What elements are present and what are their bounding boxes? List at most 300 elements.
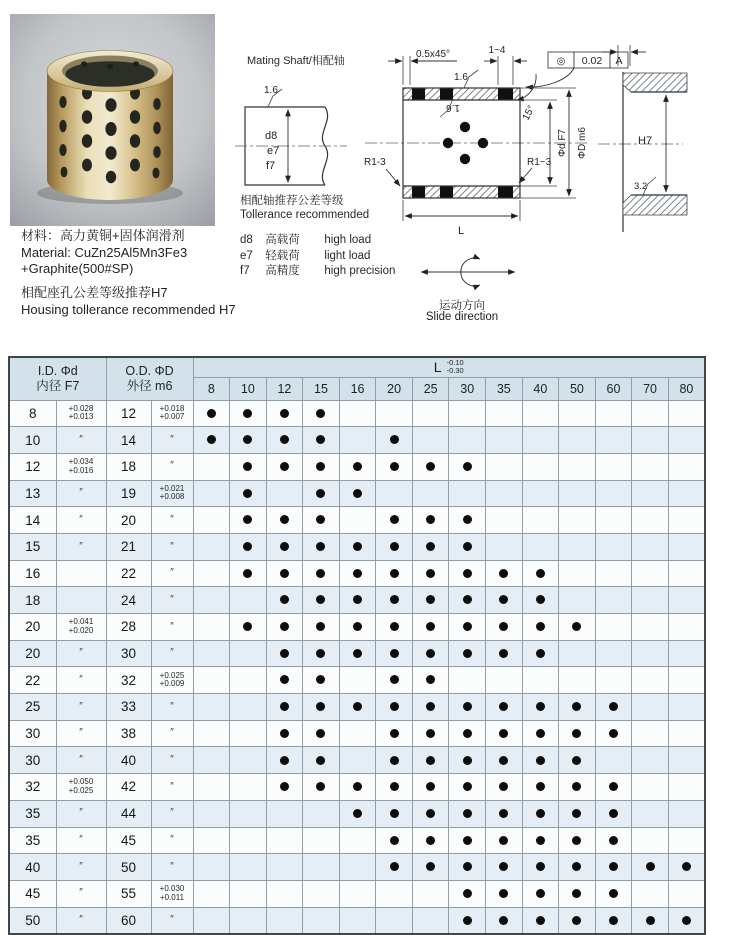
availability-dot: [426, 622, 435, 631]
l-cell: [668, 640, 705, 667]
od-header-en: O.D. ΦD: [125, 363, 174, 378]
l-cell: [266, 480, 303, 507]
availability-dot: [536, 649, 545, 658]
id-cell: 40: [9, 854, 56, 881]
availability-dot: [499, 809, 508, 818]
table-row: [9, 667, 705, 694]
l-cell: [339, 720, 376, 747]
l-cell: [632, 640, 669, 667]
l-cell: [376, 640, 413, 667]
table-row: [9, 880, 705, 907]
l-cell: [486, 480, 523, 507]
l-cell: [303, 427, 340, 454]
l-cell: [559, 667, 596, 694]
availability-dot: [280, 595, 289, 604]
l-cell: [303, 400, 340, 427]
availability-dot: [609, 862, 618, 871]
availability-dot: [243, 489, 252, 498]
table-row: [9, 854, 705, 881]
l-cell: [376, 614, 413, 641]
l-cell: [522, 533, 559, 560]
table-row: [9, 694, 705, 721]
l-cell: [266, 507, 303, 534]
l-col-header: 60: [595, 377, 632, 400]
l-cell: [266, 453, 303, 480]
l-cell: [449, 614, 486, 641]
l-cell: [266, 800, 303, 827]
l-cell: [412, 827, 449, 854]
l-cell: [193, 640, 230, 667]
id-cell: 8: [9, 400, 56, 427]
availability-dot: [536, 782, 545, 791]
table-row: [9, 533, 705, 560]
id-tol-cell: ″: [56, 854, 106, 881]
l-cell: [412, 640, 449, 667]
l-cell: [632, 560, 669, 587]
table-row: [9, 560, 705, 587]
l-cell: [376, 453, 413, 480]
l-cell: [595, 747, 632, 774]
shaft-drawing-title: Mating Shaft/相配轴: [247, 55, 345, 67]
l-cell: [412, 507, 449, 534]
l-cell: [193, 774, 230, 801]
l-cell: [303, 533, 340, 560]
l-cell: [230, 827, 267, 854]
id-tol-cell: ″: [56, 667, 106, 694]
l-cell: [632, 480, 669, 507]
l-cell: [303, 827, 340, 854]
od-tol-cell: ″: [151, 854, 193, 881]
grade-en: high precision: [324, 265, 396, 277]
l-cell: [522, 907, 559, 934]
table-row: [9, 747, 705, 774]
availability-dot: [646, 916, 655, 925]
id-cell: 16: [9, 560, 56, 587]
plug-depth-dim-label: 1~4: [488, 45, 506, 56]
availability-dot: [243, 515, 252, 524]
l-cell: [412, 694, 449, 721]
l-cell: [230, 587, 267, 614]
availability-dot: [463, 836, 472, 845]
id-cell: 35: [9, 800, 56, 827]
od-tol-cell: ″: [151, 720, 193, 747]
size-table: [8, 356, 706, 935]
l-cell: [266, 427, 303, 454]
l-cell: [303, 800, 340, 827]
id-tol-cell: ″: [56, 800, 106, 827]
grade-code: d8: [240, 234, 253, 246]
od-cell: 19: [106, 480, 151, 507]
l-cell: [632, 614, 669, 641]
plug-angle-label: 15°: [520, 103, 538, 123]
od-tol-cell: ″: [151, 533, 193, 560]
availability-dot: [536, 729, 545, 738]
availability-dot: [280, 756, 289, 765]
availability-dot: [609, 889, 618, 898]
availability-dot: [243, 622, 252, 631]
l-cell: [668, 880, 705, 907]
l-cell: [339, 800, 376, 827]
l-cell: [486, 614, 523, 641]
availability-dot: [243, 435, 252, 444]
material-text: [21, 228, 187, 278]
l-cell: [412, 907, 449, 934]
shaft-dim-f7: f7: [266, 160, 276, 172]
l-cell: [449, 587, 486, 614]
availability-dot: [463, 649, 472, 658]
l-cell: [412, 560, 449, 587]
availability-dot: [536, 836, 545, 845]
id-cell: 50: [9, 907, 56, 934]
l-cell: [668, 400, 705, 427]
l-cell: [595, 533, 632, 560]
table-row: [9, 453, 705, 480]
availability-dot: [390, 462, 399, 471]
material-line-en: Material: CuZn25Al5Mn3Fe3: [21, 244, 188, 260]
l-cell: [266, 560, 303, 587]
shaft-dim-e7: e7: [267, 145, 280, 157]
table-row: [9, 507, 705, 534]
l-cell: [632, 907, 669, 934]
l-col-header: 16: [339, 377, 376, 400]
l-cell: [412, 747, 449, 774]
availability-dot: [390, 569, 399, 578]
l-cell: [522, 427, 559, 454]
od-cell: 28: [106, 614, 151, 641]
availability-dot: [280, 702, 289, 711]
availability-dot: [463, 462, 472, 471]
availability-dot: [207, 409, 216, 418]
l-cell: [303, 560, 340, 587]
inner-finish-label-group: [440, 99, 460, 117]
id-tol-cell: ″: [56, 640, 106, 667]
l-cell: [668, 560, 705, 587]
availability-dot: [280, 675, 289, 684]
l-col-header: 8: [193, 377, 230, 400]
concentricity-icon: ◎: [556, 56, 566, 67]
availability-dot: [572, 729, 581, 738]
availability-dot: [463, 862, 472, 871]
availability-dot: [499, 622, 508, 631]
l-cell: [303, 480, 340, 507]
availability-dot: [390, 515, 399, 524]
l-cell: [266, 907, 303, 934]
l-cell: [559, 614, 596, 641]
l-cell: [559, 480, 596, 507]
availability-dot: [499, 649, 508, 658]
l-cell: [632, 667, 669, 694]
l-cell: [595, 427, 632, 454]
id-tol-cell: ″: [56, 907, 106, 934]
l-cell: [376, 827, 413, 854]
l-cell: [668, 720, 705, 747]
l-cell: [486, 747, 523, 774]
table-row: [9, 800, 705, 827]
shaft-tolerance-en: Tollerance recommended: [240, 209, 370, 221]
availability-dot: [316, 649, 325, 658]
availability-dot: [572, 889, 581, 898]
availability-dot: [646, 862, 655, 871]
availability-dot: [536, 569, 545, 578]
l-cell: [522, 720, 559, 747]
availability-dot: [316, 489, 325, 498]
l-cell: [412, 667, 449, 694]
id-cell: 30: [9, 747, 56, 774]
availability-dot: [353, 462, 362, 471]
availability-dot: [426, 649, 435, 658]
l-cell: [668, 774, 705, 801]
od-cell: 24: [106, 587, 151, 614]
availability-dot: [353, 595, 362, 604]
l-cell: [486, 907, 523, 934]
l-cell: [266, 400, 303, 427]
l-cell: [266, 720, 303, 747]
l-col-header: 35: [486, 377, 523, 400]
l-cell: [522, 453, 559, 480]
availability-dot: [609, 702, 618, 711]
id-cell: 15: [9, 533, 56, 560]
id-header-cn: 内径 F7: [36, 378, 80, 393]
id-tol-cell: ″: [56, 427, 106, 454]
availability-dot: [316, 515, 325, 524]
l-cell: [449, 667, 486, 694]
availability-dot: [499, 836, 508, 845]
l-cell: [632, 800, 669, 827]
l-cell: [486, 720, 523, 747]
l-cell: [595, 640, 632, 667]
id-tol-cell: +0.034 +0.016: [56, 453, 106, 480]
l-cell: [266, 640, 303, 667]
l-cell: [376, 427, 413, 454]
l-cell: [486, 507, 523, 534]
od-cell: 12: [106, 400, 151, 427]
od-cell: 42: [106, 774, 151, 801]
id-cell: 20: [9, 614, 56, 641]
l-cell: [449, 533, 486, 560]
od-tol-cell: +0.030 +0.011: [151, 880, 193, 907]
housing-line-en: Housing tollerance recommended H7: [21, 301, 236, 317]
id-cell: 13: [9, 480, 56, 507]
l-cell: [559, 533, 596, 560]
l-col-header: 15: [303, 377, 340, 400]
availability-dot: [499, 595, 508, 604]
l-cell: [486, 400, 523, 427]
l-cell: [193, 533, 230, 560]
l-cell: [449, 560, 486, 587]
availability-dot: [280, 542, 289, 551]
l-cell: [449, 880, 486, 907]
availability-dot: [463, 809, 472, 818]
l-cell: [193, 614, 230, 641]
l-cell: [193, 880, 230, 907]
availability-dot: [353, 489, 362, 498]
material-line-cn: 材料：高力黄铜+固体润滑剂: [21, 228, 185, 243]
availability-dot: [390, 622, 399, 631]
availability-dot: [243, 462, 252, 471]
l-cell: [522, 800, 559, 827]
availability-dot: [463, 595, 472, 604]
l-cell: [266, 747, 303, 774]
table-row: [9, 614, 705, 641]
l-cell: [230, 907, 267, 934]
id-tol-cell: ″: [56, 720, 106, 747]
availability-dot: [353, 649, 362, 658]
od-cell: 50: [106, 854, 151, 881]
availability-dot: [499, 916, 508, 925]
availability-dot: [609, 782, 618, 791]
l-cell: [595, 507, 632, 534]
table-row: [9, 427, 705, 454]
l-cell: [559, 907, 596, 934]
l-cell: [632, 507, 669, 534]
availability-dot: [536, 916, 545, 925]
l-cell: [486, 827, 523, 854]
availability-dot: [280, 462, 289, 471]
l-cell: [632, 587, 669, 614]
l-cell: [595, 453, 632, 480]
l-cell: [230, 800, 267, 827]
l-col-header: 30: [449, 377, 486, 400]
l-cell: [339, 694, 376, 721]
availability-dot: [316, 622, 325, 631]
availability-dot: [426, 542, 435, 551]
availability-dot: [280, 782, 289, 791]
l-cell: [559, 854, 596, 881]
l-cell: [486, 533, 523, 560]
id-cell: 14: [9, 507, 56, 534]
l-cell: [230, 640, 267, 667]
availability-dot: [280, 729, 289, 738]
l-cell: [339, 854, 376, 881]
l-cell: [668, 427, 705, 454]
l-cell: [412, 400, 449, 427]
availability-dot: [426, 862, 435, 871]
bore-dim-label: Φd F7: [557, 129, 568, 157]
id-tol-cell: ″: [56, 507, 106, 534]
l-cell: [230, 400, 267, 427]
shaft-finish-label: 1.6: [264, 85, 278, 96]
l-cell: [486, 453, 523, 480]
table-row: [9, 480, 705, 507]
l-cell: [522, 640, 559, 667]
l-cell: [376, 720, 413, 747]
l-cell: [339, 614, 376, 641]
l-cell: [632, 533, 669, 560]
l-cell: [303, 694, 340, 721]
l-cell: [595, 480, 632, 507]
l-cell: [412, 854, 449, 881]
table-row: [9, 720, 705, 747]
l-cell: [230, 667, 267, 694]
shaft-tolerance-note: [240, 194, 369, 222]
od-tol-cell: ″: [151, 507, 193, 534]
l-cell: [559, 747, 596, 774]
availability-dot: [536, 622, 545, 631]
availability-dot: [609, 836, 618, 845]
od-cell: 40: [106, 747, 151, 774]
availability-dot: [353, 569, 362, 578]
od-tol-cell: ″: [151, 614, 193, 641]
availability-dot: [682, 862, 691, 871]
availability-dot: [316, 462, 325, 471]
od-cell: 32: [106, 667, 151, 694]
availability-dot: [316, 675, 325, 684]
l-cell: [303, 667, 340, 694]
radius-right-label: R1~3: [527, 157, 552, 168]
availability-dot: [463, 542, 472, 551]
l-cell: [595, 720, 632, 747]
l-cell: [230, 453, 267, 480]
availability-dot: [316, 702, 325, 711]
od-cell: 21: [106, 533, 151, 560]
l-cell: [339, 747, 376, 774]
availability-dot: [463, 569, 472, 578]
shaft-dim-d8: d8: [265, 130, 278, 142]
table-row: [9, 640, 705, 667]
l-cell: [303, 907, 340, 934]
l-cell: [559, 774, 596, 801]
availability-dot: [609, 729, 618, 738]
availability-dot: [316, 435, 325, 444]
od-tol-cell: ″: [151, 907, 193, 934]
l-cell: [595, 560, 632, 587]
l-cell: [449, 694, 486, 721]
availability-dot: [316, 729, 325, 738]
availability-dot: [243, 409, 252, 418]
l-cell: [193, 720, 230, 747]
l-cell: [339, 880, 376, 907]
availability-dot: [536, 889, 545, 898]
l-cell: [339, 453, 376, 480]
od-cell: 44: [106, 800, 151, 827]
l-cell: [595, 880, 632, 907]
l-cell: [193, 587, 230, 614]
l-col-header: 40: [522, 377, 559, 400]
od-tol-cell: ″: [151, 774, 193, 801]
l-cell: [632, 427, 669, 454]
availability-dot: [426, 569, 435, 578]
l-col-header: 20: [376, 377, 413, 400]
l-cell: [412, 774, 449, 801]
l-cell: [303, 880, 340, 907]
availability-dot: [609, 809, 618, 818]
l-cell: [266, 667, 303, 694]
l-cell: [522, 774, 559, 801]
outer-finish-label: 1.6: [454, 72, 468, 83]
l-cell: [412, 533, 449, 560]
l-cell: [632, 400, 669, 427]
l-cell: [559, 427, 596, 454]
availability-dot: [682, 916, 691, 925]
l-cell: [230, 694, 267, 721]
l-cell: [559, 827, 596, 854]
l-cell: [595, 827, 632, 854]
od-tol-cell: +0.025 +0.009: [151, 667, 193, 694]
l-col-header: 10: [230, 377, 267, 400]
id-tol-cell: ″: [56, 480, 106, 507]
grade-cn: 轻载荷: [265, 249, 300, 262]
l-cell: [193, 854, 230, 881]
l-cell: [376, 507, 413, 534]
l-cell: [559, 720, 596, 747]
l-cell: [632, 694, 669, 721]
availability-dot: [316, 542, 325, 551]
table-row: [9, 907, 705, 934]
availability-dot: [316, 569, 325, 578]
l-cell: [339, 827, 376, 854]
l-cell: [595, 800, 632, 827]
id-cell: 45: [9, 880, 56, 907]
